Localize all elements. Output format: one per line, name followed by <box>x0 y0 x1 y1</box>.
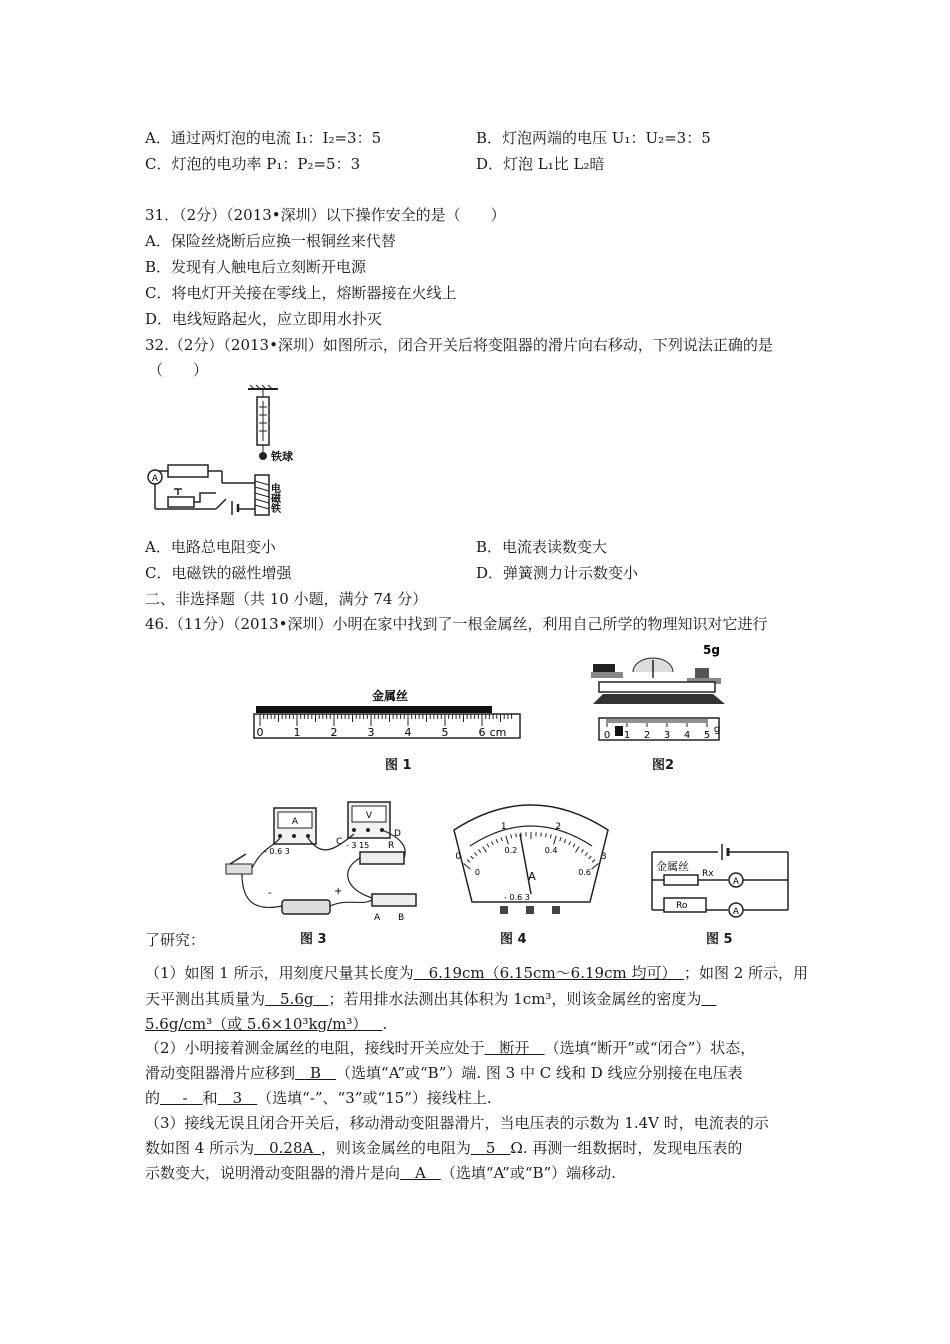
fig3-label-r: R <box>388 841 395 851</box>
q31-option-b: B．发现有人触电后立刻断开电源 <box>145 258 367 276</box>
q46-answer-mass: 5.6g <box>280 990 314 1008</box>
metal-wire <box>256 706 492 713</box>
q46-p8a: 数如图 4 所示为 <box>145 1139 255 1157</box>
q46-answer-terminal-d: 3 <box>232 1089 243 1107</box>
q32-option-a: A．电路总电阻变小 <box>145 538 276 556</box>
q46-p6a: 的 <box>145 1089 161 1107</box>
q30-option-b: B．灯泡两端的电压 U₁：U₂=3：5 <box>476 129 711 147</box>
q31-option-a: A．保险丝烧断后应换一根铜丝来代替 <box>145 232 396 250</box>
q46-figure-2-balance <box>585 642 735 752</box>
dial-bottom-label: 0.2 <box>504 845 518 855</box>
q31-option-c: C．将电灯开关接在零线上，熔断器接在火线上 <box>145 284 457 302</box>
ruler-tick-label: 2 <box>330 726 338 739</box>
q46-part1-line3 <box>145 1014 387 1034</box>
scale-tick-label: 4 <box>683 730 691 741</box>
fig3-battery-plus: + <box>334 886 343 897</box>
fig3-voltmeter-terminals: - 3 15 <box>346 841 370 850</box>
ruler-tick-label: 4 <box>404 726 412 739</box>
fig5-ammeter-2: A <box>732 907 740 917</box>
q46-p2b: ；若用排水法测出其体积为 1cm³，则该金属丝的密度为 <box>328 990 702 1008</box>
fig5-ro-label: Ro <box>676 901 688 911</box>
q46-p6c: （选填“-”、“3”或“15”）接线柱上. <box>257 1089 492 1107</box>
q46-answer-slider-end: B <box>310 1064 322 1082</box>
q31-stem: 31．（2分）（2013•深圳）以下操作安全的是（ ） <box>145 206 506 224</box>
q46-part2-line1 <box>145 1038 755 1058</box>
dial-top-label: 1 <box>500 821 507 832</box>
q46-figure-1-ruler <box>252 688 524 750</box>
q46-part1-line1 <box>145 963 808 983</box>
q46-figure-4-ammeter-dial <box>448 790 614 926</box>
ruler-unit: cm <box>489 726 507 739</box>
q46-part2-line2 <box>145 1063 743 1083</box>
q46-answer-switch: 断开 <box>499 1039 530 1057</box>
q32-stem: 32.（2分）（2013•深圳）如图所示，闭合开关后将变阻器的滑片向右移动，下列说法正确的是 <box>145 336 773 354</box>
fig2-caption: 图2 <box>652 758 675 773</box>
fig3-label-b: B <box>398 913 405 923</box>
q46-part3-line3 <box>145 1163 616 1183</box>
fig5-wire-label: 金属丝 <box>656 860 689 873</box>
q46-answer-direction: A <box>415 1164 426 1182</box>
q32-ammeter-label: A <box>151 474 159 484</box>
q30-option-a: A．通过两灯泡的电流 I₁：I₂=3：5 <box>145 129 382 147</box>
q46-p2a: 天平测出其质量为 <box>145 990 266 1008</box>
fig2-weight-label: 5g <box>703 643 720 657</box>
scale-unit: g <box>713 724 721 735</box>
fig4-unit: A <box>528 870 536 883</box>
fig5-caption: 图 5 <box>706 932 733 947</box>
fig3-voltmeter-label: V <box>365 811 373 821</box>
scale-tick-label: 2 <box>643 730 651 741</box>
fig3-caption: 图 3 <box>300 932 327 947</box>
q46-p1b: ；如图 2 所示，用 <box>683 964 809 982</box>
ruler-tick-label: 3 <box>367 726 375 739</box>
q46-p4b: （选填“断开”或“闭合”）状态， <box>544 1039 756 1057</box>
q46-answer-current: 0.28A <box>269 1139 314 1157</box>
q46-answer-density: 5.6g/cm³（或 5.6×10³kg/m³） <box>145 1015 368 1033</box>
ruler-tick-label: 6 <box>478 726 486 739</box>
fig5-ammeter-1: A <box>732 877 740 887</box>
q46-p4a: （2）小明接着测金属丝的电阻，接线时开关应处于 <box>145 1039 485 1057</box>
dial-top-label: 2 <box>555 821 562 832</box>
fig1-wire-label: 金属丝 <box>372 689 409 703</box>
q31-option-d: D．电线短路起火，应立即用水扑灭 <box>145 310 383 328</box>
dial-bottom-label: 0.4 <box>544 845 558 855</box>
q46-answer-resistance: 5 <box>485 1139 496 1157</box>
dial-bottom-label: 0 <box>474 868 480 878</box>
scale-tick-label: 3 <box>663 730 671 741</box>
q30-option-c: C．灯泡的电功率 P₁：P₂=5：3 <box>145 155 361 173</box>
q32-circuit-figure <box>140 383 310 518</box>
scale-tick-label: 5 <box>703 730 711 741</box>
dial-tick <box>546 833 547 837</box>
q32-magnet-label: 电磁铁 <box>268 483 280 513</box>
scale-tick-label: 1 <box>623 730 631 741</box>
ruler-tick-label: 5 <box>441 726 449 739</box>
dial-top-label: 0 <box>455 851 462 862</box>
fig3-label-d: D <box>394 829 401 839</box>
q30-option-d: D．灯泡 L₁比 L₂暗 <box>476 155 605 173</box>
q46-p6b: 和 <box>202 1089 218 1107</box>
dial-tick <box>516 833 517 837</box>
dial-bottom-label: 0.6 <box>578 868 591 878</box>
fig3-battery-minus: - <box>268 888 272 899</box>
fig3-ammeter-label: A <box>291 817 299 827</box>
fig1-caption: 图 1 <box>385 758 412 773</box>
q46-p9a: 示数变大，说明滑动变阻器的滑片是向 <box>145 1164 401 1182</box>
fig3-label-c: C <box>336 837 343 847</box>
q46-p5b: （选填“A”或“B”）端. 图 3 中 C 线和 D 线应分别接在电压表 <box>336 1064 743 1082</box>
ruler-tick-label: 0 <box>256 726 264 739</box>
fig4-terminals: - 0.6 3 <box>504 893 530 902</box>
q46-answer-terminal-c: - <box>182 1089 188 1107</box>
fig4-caption: 图 4 <box>500 932 527 947</box>
q32-option-c: C．电磁铁的磁性增强 <box>145 564 292 582</box>
q46-figure-5-schematic <box>642 838 792 928</box>
q46-part1-line2 <box>145 989 716 1009</box>
fig5-rx-label: Rx <box>702 869 714 879</box>
q46-stem-cont: 了研究： <box>145 931 206 949</box>
q46-p8b: ，则该金属丝的电阻为 <box>320 1139 471 1157</box>
q46-part3-line2 <box>145 1138 742 1158</box>
ruler-tick-label: 1 <box>293 726 301 739</box>
scale-tick-label: 0 <box>603 730 611 741</box>
q46-stem: 46.（11分）（2013•深圳）小明在家中找到了一根金属丝，利用自己所学的物理知识对它进行 <box>145 615 768 633</box>
q32-option-b: B．电流表读数变大 <box>476 538 608 556</box>
section-heading: 二、非选择题（共 10 小题，满分 74 分） <box>145 590 428 608</box>
dial-top-label: 3 <box>600 851 607 862</box>
q46-p9b: （选填“A”或“B”）端移动. <box>440 1164 616 1182</box>
q46-part2-line3 <box>145 1088 492 1108</box>
q46-part3-line1: （3）接线无误且闭合开关后，移动滑动变阻器滑片，当电压表的示数为 1.4V 时，电流表的示 <box>145 1114 769 1132</box>
q32-answer-paren: （ ） <box>148 361 209 379</box>
q46-p3b: . <box>382 1015 388 1033</box>
fig3-ammeter-terminals: - 0.6 3 <box>264 847 290 856</box>
q32-ball-label: 铁球 <box>271 450 293 463</box>
q46-figure-3-circuit <box>222 788 422 926</box>
q46-p5a: 滑动变阻器滑片应移到 <box>145 1064 296 1082</box>
q46-p8c: Ω. 再测一组数据时，发现电压表的 <box>510 1139 743 1157</box>
q46-p1a: （1）如图 1 所示，用刻度尺量其长度为 <box>145 964 414 982</box>
q32-option-d: D．弹簧测力计示数变小 <box>476 564 639 582</box>
fig3-label-a: A <box>374 913 381 923</box>
q46-answer-length: 6.19cm（6.15cm～6.19cm 均可） <box>428 964 677 982</box>
